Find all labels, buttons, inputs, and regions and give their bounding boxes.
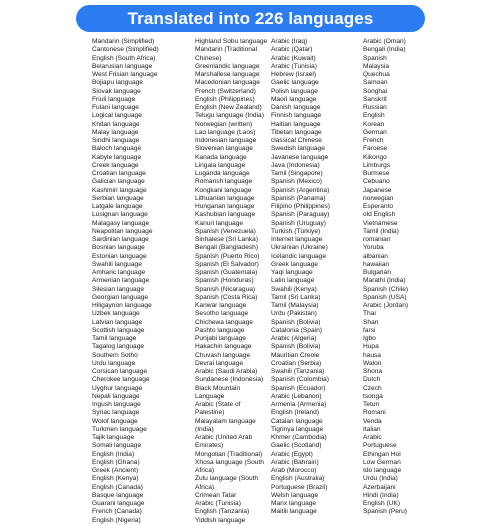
language-item: Filipino (Philippines) <box>271 203 331 210</box>
language-item: Azerbaijani <box>363 483 396 491</box>
language-item: English (New Zealand) <box>195 104 262 111</box>
language-item: Bulgarian <box>363 269 391 276</box>
language-item: Tamil (India) <box>363 227 399 235</box>
language-item: Corsican language <box>92 368 147 375</box>
language-item: Shona <box>363 368 383 375</box>
language-item: Samoan <box>363 79 388 87</box>
language-item: Hakachin language <box>195 343 252 351</box>
language-item: Dutch <box>363 376 381 384</box>
language-item: Sesotho language <box>195 310 249 318</box>
language-item: Southern Sotho <box>92 351 138 359</box>
language-item: Arabic (Qatar) <box>271 46 313 54</box>
language-item: Spanish <box>363 54 387 62</box>
language-item: Venda <box>363 417 382 425</box>
language-item: Turkish (Türkiye) <box>271 227 321 235</box>
language-item: Belarusian language <box>92 62 153 70</box>
language-item: Esperanto <box>363 203 394 210</box>
language-item: English (Ireland) <box>271 409 320 417</box>
language-item: Maitili language <box>271 508 317 516</box>
language-item: Maori language <box>271 95 317 103</box>
language-item: Limburgs <box>363 161 391 169</box>
language-item: Sanskrit <box>363 95 387 103</box>
language-item: Italian <box>363 425 381 433</box>
language-item: French <box>363 137 384 144</box>
language-item: English (India) <box>92 450 135 458</box>
language-item: Faroese <box>363 145 388 153</box>
language-item: Galician language <box>92 178 145 186</box>
language-item: Hebrew (Israel) <box>271 71 317 78</box>
language-item: norwegian <box>363 194 394 202</box>
language-item: Arabic (Egypt) <box>271 450 313 458</box>
language-item: Bengali (India) <box>363 46 406 54</box>
language-item: Greenlandic language <box>195 62 260 70</box>
language-item: Arabic (Kuwait) <box>271 54 316 62</box>
language-item: Wolof language <box>92 417 138 425</box>
language-item: Latgale language <box>92 203 143 210</box>
language-item: Tamil (Sri Lanka) <box>271 293 321 301</box>
language-item: Walon <box>363 359 382 367</box>
language-item: Malagasy language <box>92 219 150 227</box>
language-item: Spanish (Colombia) <box>271 376 329 384</box>
language-item: French (Canada) <box>92 508 142 516</box>
language-item: Gaelic (Scotland) <box>271 442 322 450</box>
language-item: Sardinian language <box>92 236 149 243</box>
language-item: Catalan language <box>271 417 323 425</box>
language-item: Kanuri language <box>195 219 244 227</box>
language-item: English (South Africa) <box>92 54 156 62</box>
language-item: Spanish (Guatemala) <box>195 269 258 276</box>
language-item: Kanada language <box>195 153 247 161</box>
language-item: Spanish (Bolivia) <box>271 343 321 351</box>
language-item: Neapolitan language <box>92 227 153 235</box>
language-item: Thai <box>363 310 376 318</box>
language-item: Tajik language <box>92 434 135 441</box>
language-item: English (UK) <box>363 500 401 507</box>
language-item: Arabic (United Arab Emirates) <box>195 434 253 450</box>
language-item: Turkmen language <box>92 425 147 433</box>
language-item: Xhosa language (South Africa) <box>195 458 264 474</box>
language-item: Spanish (Honduras) <box>195 277 254 285</box>
language-item: Khitan language <box>92 120 140 128</box>
language-item: Estonian language <box>92 252 147 260</box>
language-item: Kongkani language <box>195 186 252 194</box>
language-item: Indonesian language <box>195 137 257 144</box>
language-item: Mongolian (Traditional) <box>195 450 263 458</box>
language-item: Tamil (Singapore) <box>271 170 323 177</box>
language-item: Quechua <box>363 71 390 78</box>
language-item: Sinhalese (Sri Lanka) <box>195 236 259 243</box>
language-item: Polish language <box>271 87 318 95</box>
language-item: Spanish (Puerto Rico) <box>195 252 260 260</box>
language-item: Malay language <box>92 128 139 136</box>
language-item: Arabic (Algeria) <box>271 335 317 342</box>
language-item: Baloch language <box>92 145 142 153</box>
language-item: Arabic (Bahrain) <box>271 458 319 466</box>
language-column-1 <box>92 38 192 525</box>
language-item: English (Nigeria) <box>92 516 141 524</box>
language-item: Marathi (India) <box>363 277 406 285</box>
language-item: Kashubian language <box>195 211 256 219</box>
language-item: English (Philippines) <box>195 95 255 103</box>
language-item: Highland Sobu language <box>195 38 268 45</box>
language-item: Lusignan language <box>92 211 148 219</box>
language-item: Urdu (Pakistan) <box>271 310 317 318</box>
language-item: Arabic (Saudi Arabia) <box>195 368 258 375</box>
language-item: Syriac language <box>92 409 140 417</box>
language-item: Lingala language <box>195 161 246 169</box>
language-item: Marshallese language <box>195 71 260 78</box>
language-item: Swahili (Kenya) <box>271 285 317 293</box>
language-item: Mauritian Creole <box>271 351 320 359</box>
language-item: Macedonian language <box>195 79 260 87</box>
language-column-4 <box>363 38 463 517</box>
language-item: Bosnian language <box>92 244 145 252</box>
language-item: Croatian language <box>92 170 146 177</box>
language-item: Croatian (Serbia) <box>271 359 322 367</box>
language-item: English (Australia) <box>271 475 325 483</box>
language-item: Spanish (Venezuela) <box>195 227 256 235</box>
language-item: Arabic (Tunisia) <box>195 500 241 507</box>
language-item: Shan <box>363 318 379 326</box>
language-item: Guarani language <box>92 500 145 507</box>
language-item: Fulani language <box>92 104 139 111</box>
language-item: Kashmiri language <box>92 186 147 194</box>
language-item: Spanish (Mexico) <box>271 178 322 186</box>
language-item: Tagalog language <box>92 343 145 351</box>
language-item: Slovak language <box>92 87 141 95</box>
language-item: Greek (Ancient) <box>92 467 139 474</box>
language-item: Java (Indonesia) <box>271 161 320 169</box>
language-item: Sindhi language <box>92 137 140 144</box>
language-item: Amharic language <box>92 269 146 276</box>
language-item: Korean <box>363 120 385 128</box>
language-item: Icelandic language <box>271 252 326 260</box>
language-item: tsonga <box>363 392 383 400</box>
language-item: Chichewa language <box>195 318 253 326</box>
language-item: Mandarin (Traditional Chinese) <box>195 46 258 62</box>
language-item: Hupa <box>363 343 379 351</box>
language-column-2 <box>195 38 270 525</box>
language-item: Kanwar language <box>195 302 247 309</box>
language-item: Low German <box>363 458 401 466</box>
title-banner <box>76 5 425 32</box>
language-item: Uyghur language <box>92 384 143 392</box>
language-item: Latin language <box>271 277 315 285</box>
language-item: hawaiian <box>363 260 390 268</box>
language-item: Nepali language <box>92 392 140 400</box>
language-item: Tamil language <box>92 335 137 342</box>
language-item: Urdu language <box>92 359 136 367</box>
language-item: Lithuanian language <box>195 194 255 202</box>
language-item: Tigrinya language <box>271 425 324 433</box>
language-item: French (Switzerland) <box>195 87 256 95</box>
language-item: Bengali (Bangladesh) <box>195 244 259 252</box>
language-item: Javanese language <box>271 153 329 161</box>
language-item: Latvian language <box>92 318 143 326</box>
language-item: Silesian language <box>92 285 145 293</box>
language-item: Ukrainian (Ukraine) <box>271 244 328 252</box>
language-item: Manx language <box>271 500 317 507</box>
language-item: Somali language <box>92 442 142 450</box>
language-item: Creek language <box>92 161 139 169</box>
language-item: Malayalam language (India) <box>195 417 256 433</box>
language-item: Arabic (Jordan) <box>363 302 409 309</box>
language-item: Tibetan language <box>271 128 322 136</box>
language-item: Spanish (Panama) <box>271 194 326 202</box>
language-item: Hindi (India) <box>363 491 399 499</box>
language-item: classical Chinese <box>271 137 322 144</box>
language-item: Serbian language <box>92 194 144 202</box>
language-item: farsi <box>363 326 376 334</box>
language-item: Friuli language <box>92 95 136 103</box>
language-item: Punjabi language <box>195 335 246 342</box>
language-item: Arabic (State of Palestine) <box>195 401 241 417</box>
language-item: Hungarian language <box>195 203 255 210</box>
language-item: Burmese <box>363 170 390 177</box>
language-item: Cantonese (Simplified) <box>92 46 159 54</box>
language-item: Ethingan Hol <box>363 450 401 458</box>
language-item: Gaelic language <box>271 79 319 87</box>
language-item: Ingush language <box>92 401 141 408</box>
language-item: Greek language <box>271 260 318 268</box>
language-item: Portuguese (Brazil) <box>271 483 328 491</box>
language-item: Yiddish language <box>195 516 246 524</box>
language-item: Danish language <box>271 104 321 111</box>
language-item: English (Tanzania) <box>195 508 250 516</box>
language-item: Spanish (Costa Rica) <box>195 293 258 301</box>
language-item: Spanish (El Salvador) <box>195 260 259 268</box>
language-item: Portuguese <box>363 442 397 450</box>
language-item: Georgian language <box>92 293 149 301</box>
language-item: Cherokee language <box>92 376 150 384</box>
language-item: Armenian language <box>92 277 150 285</box>
language-item: Songhai <box>363 87 388 95</box>
language-item: Haitian language <box>271 120 321 128</box>
language-columns <box>0 38 500 524</box>
language-item: Pashto language <box>195 326 245 334</box>
language-item: Arabic (Iraq) <box>271 38 308 45</box>
language-item: Arab (Morocco) <box>271 467 317 474</box>
language-item: Swahili language <box>92 260 142 268</box>
language-item: Catalonia (Spain) <box>271 326 322 334</box>
language-item: Bojiapu language <box>92 79 143 87</box>
language-item: Swahili (Tanzania) <box>271 368 325 375</box>
language-item: German <box>363 128 387 136</box>
language-item: Lao language (Laos) <box>195 128 256 136</box>
language-item: Luganda language <box>195 170 250 177</box>
language-item: West Frisian language <box>92 71 158 78</box>
language-item: Finnish language <box>271 112 322 120</box>
language-item: Black Mountain Language <box>195 384 241 400</box>
language-item: Crimean Tatar <box>195 491 237 499</box>
language-item: Sundanese (Indonesia) <box>195 376 264 384</box>
language-item: Ido language <box>363 467 402 474</box>
language-item: Yoruba <box>363 244 384 252</box>
language-item: Spanish (Bolivia) <box>271 318 321 326</box>
language-item: Uzbek language <box>92 310 140 318</box>
language-item: Arabic (Tunisia) <box>271 62 317 70</box>
language-item: English <box>363 112 385 120</box>
language-item: Spanish (Nicaragua) <box>195 285 256 293</box>
language-item: Japanese <box>363 186 392 194</box>
language-item: Spanish (Paraguay) <box>271 211 330 219</box>
language-item: Vietnamese <box>363 219 398 227</box>
language-item: Igbo <box>363 335 376 342</box>
language-item: Kabyle language <box>92 153 142 161</box>
language-item: Arabic <box>363 434 382 441</box>
language-item: Romani <box>363 409 386 417</box>
language-item: Spanish (Uruguay) <box>271 219 326 227</box>
language-item: Spanish (Ecuador) <box>271 384 326 392</box>
language-item: Urdu (India) <box>363 475 398 483</box>
language-item: old English <box>363 211 396 219</box>
language-item: English (Ghana) <box>92 458 140 466</box>
language-item: Khmer (Cambodia) <box>271 434 327 441</box>
language-item: Scottish language <box>92 326 145 334</box>
language-item: Welsh language <box>271 491 319 499</box>
language-item: Internet language <box>271 236 323 243</box>
language-item: Swedish language <box>271 145 325 153</box>
language-item: Romansh language <box>195 178 253 186</box>
language-item: Cebuano <box>363 178 390 186</box>
language-item: Telugu language (India) <box>195 112 264 120</box>
language-item: English (Kenya) <box>92 475 139 483</box>
language-item: albanian <box>363 252 388 260</box>
page-title: Translated into 226 languages <box>127 8 374 28</box>
language-item: Czech <box>363 384 382 392</box>
language-item: hausa <box>363 351 381 359</box>
language-item: Basque language <box>92 491 144 499</box>
language-item: Norwegian (written) <box>195 120 253 128</box>
language-column-3 <box>271 38 371 517</box>
language-item: Hiligaynon language <box>92 302 152 309</box>
language-item: Mandarin (Simplified) <box>92 38 155 45</box>
language-item: Yaqi language <box>271 269 313 276</box>
language-item: romanian <box>363 236 391 243</box>
language-item: Devrai language <box>195 359 244 367</box>
language-item: Armenia (Armenia) <box>271 401 327 408</box>
language-item: Spanish (Argentina) <box>271 186 330 194</box>
language-item: Kikongo <box>363 153 387 161</box>
language-item: Logical language <box>92 112 142 120</box>
language-item: Arabic (Oman) <box>363 38 406 45</box>
language-item: Tamil (Malaysia) <box>271 302 319 309</box>
language-item: Russian <box>363 104 387 111</box>
language-item: Zulu language (South Africa) <box>195 475 259 491</box>
language-item: Spanish (Peru) <box>363 508 407 516</box>
language-item: Tetun <box>363 401 380 408</box>
language-item: Spanish (USA) <box>363 293 407 301</box>
language-item: Malaysia <box>363 62 390 70</box>
language-item: Chuvash language <box>195 351 250 359</box>
language-item: Spanish (Chile) <box>363 285 409 293</box>
language-item: Arabic (Lebanon) <box>271 392 322 400</box>
language-item: Slovenian language <box>195 145 253 153</box>
language-item: English (Canada) <box>92 483 143 491</box>
